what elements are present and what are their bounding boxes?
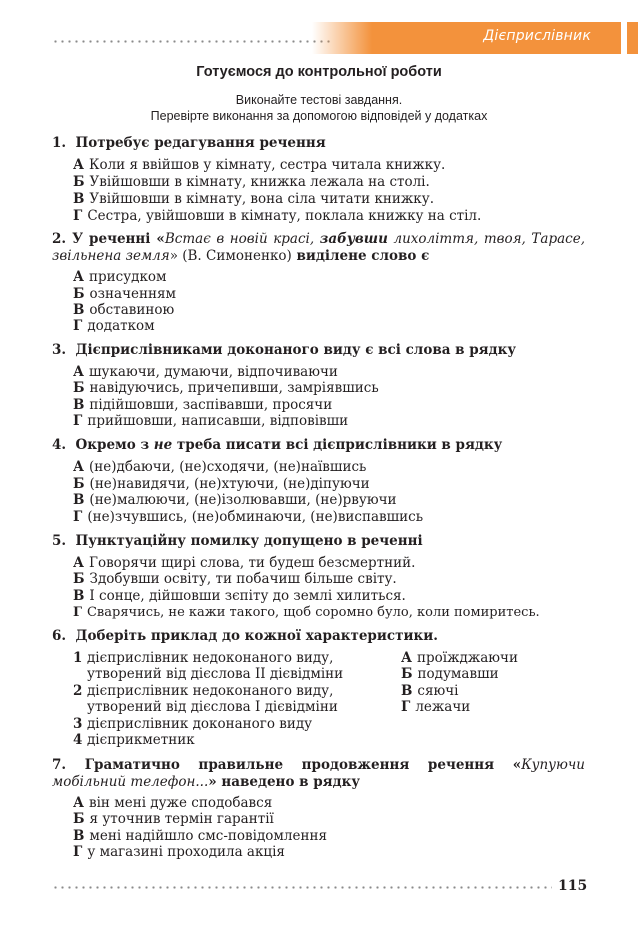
- question-text-before: Граматично правильне продовження речення «: [84, 757, 522, 773]
- page-edge-tab: [627, 22, 638, 54]
- match-answer-g: [401, 699, 470, 716]
- quote-start: Встає в новій красі,: [164, 231, 320, 247]
- option-v: [73, 191, 434, 208]
- question-text: Потребує редагування речення: [75, 135, 326, 151]
- question-2: [52, 231, 585, 265]
- option-text: Сварячись, не кажи такого, щоб соромно було, коли помиритесь.: [86, 605, 540, 620]
- option-a: [73, 555, 415, 572]
- match-item-1: [73, 650, 333, 667]
- quote-end: лихоліття, твоя, Тарасе, звільнена земля: [52, 231, 586, 264]
- option-v: [73, 492, 397, 509]
- option-letter: А: [73, 364, 84, 380]
- question-text-after: треба писати всі дієприслівники в рядку: [172, 437, 503, 453]
- option-text: означенням: [89, 286, 177, 302]
- option-text: додатком: [87, 318, 155, 334]
- match-text: дієприслівник недоконаного виду,: [87, 650, 334, 666]
- option-letter: В: [73, 828, 85, 844]
- instructions: [0, 92, 638, 124]
- section-title: Готуємося до контрольної роботи: [196, 64, 442, 80]
- option-text: він мені дуже сподобався: [89, 795, 273, 811]
- match-item-3: [73, 716, 312, 733]
- quote-author: (В. Симоненко): [177, 248, 292, 264]
- match-answer-v: [401, 683, 459, 700]
- match-number: 1: [73, 650, 83, 666]
- option-letter: А: [73, 157, 84, 173]
- option-text: (не)малюючи, (не)ізолювавши, (не)рвуючи: [89, 492, 397, 508]
- option-text: навідуючись, причепивши, замріявшись: [89, 380, 379, 396]
- option-a: [73, 364, 338, 381]
- instruction-line-1: Виконайте тестові завдання.: [235, 93, 403, 107]
- option-letter: Б: [73, 476, 85, 492]
- option-text: присудком: [89, 269, 167, 285]
- option-v: [73, 302, 174, 319]
- header-dotted-rule: [52, 40, 330, 43]
- option-g: [73, 509, 423, 526]
- option-text: Здобувши освіту, ти побачиш більше світу.: [89, 571, 397, 587]
- option-letter: Б: [73, 380, 85, 396]
- option-text: Говорячи щирі слова, ти будеш безсмертний.: [89, 555, 416, 571]
- question-text-before: Окремо з: [75, 437, 154, 453]
- option-b: [73, 174, 430, 191]
- match-number: 4: [73, 732, 83, 748]
- question-number: 6.: [52, 628, 67, 644]
- match-item-2: [73, 683, 333, 700]
- question-text-after: » наведено в рядку: [208, 774, 361, 790]
- option-letter: Г: [73, 413, 83, 429]
- option-text: прийшовши, написавши, відповівши: [87, 413, 349, 429]
- question-text-before: У реченні «: [72, 231, 165, 247]
- option-v: [73, 828, 327, 845]
- option-letter: В: [73, 492, 85, 508]
- option-a: [73, 157, 445, 174]
- match-item-4: [73, 732, 195, 749]
- option-v: [73, 588, 406, 605]
- option-letter: Б: [73, 174, 85, 190]
- option-text: подумавши: [417, 666, 499, 682]
- option-text: І сонце, дійшовши зєпіту до землі хилиться.: [89, 588, 406, 604]
- question-text-italic: Купуючи мобільний телефон...: [52, 757, 585, 790]
- match-item-2-cont: [73, 699, 338, 716]
- question-6: [52, 628, 585, 645]
- question-number: 2.: [52, 231, 67, 247]
- match-number: 2: [73, 683, 83, 699]
- option-text: проїжджаючи: [417, 650, 518, 666]
- question-number: 5.: [52, 533, 67, 549]
- question-number: 7.: [52, 757, 67, 773]
- page-number: 115: [558, 878, 588, 894]
- option-b: [73, 811, 274, 828]
- question-text: Доберіть приклад до кожної характеристики.: [75, 628, 438, 644]
- option-text: (не)зчувшись, (не)обминаючи, (не)виспавшись: [87, 509, 424, 525]
- option-text: Сестра, увійшовши в кімнату, поклала книжку на стіл.: [87, 208, 482, 224]
- chapter-header-band: [312, 22, 621, 54]
- match-answer-b: [401, 666, 499, 683]
- question-text: Пунктуаційну помилку допущено в реченні: [75, 533, 423, 549]
- option-text: Увійшовши в кімнату, книжка лежала на столі.: [89, 174, 430, 190]
- option-letter: В: [401, 683, 413, 699]
- question-text-end: виділене слово є: [291, 248, 430, 264]
- option-letter: Б: [73, 286, 85, 302]
- option-letter: В: [73, 191, 85, 207]
- option-text: у магазині проходила акція: [87, 844, 285, 860]
- option-letter: В: [73, 302, 85, 318]
- quote-highlight: забувши: [319, 231, 388, 247]
- option-text: обставиною: [89, 302, 175, 318]
- question-7: [52, 757, 585, 791]
- option-letter: Г: [73, 605, 82, 620]
- option-letter: Б: [73, 811, 85, 827]
- option-letter: Г: [73, 509, 83, 525]
- question-text-italic: не: [153, 437, 173, 453]
- match-number: 3: [73, 716, 83, 732]
- option-g: [73, 208, 481, 225]
- option-letter: В: [73, 397, 85, 413]
- quote-close: »: [169, 248, 178, 264]
- option-letter: А: [73, 795, 84, 811]
- option-text: (не)дбаючи, (не)сходячи, (не)наївшись: [89, 459, 367, 475]
- question-text: Дієприслівниками доконаного виду є всі слова в рядку: [75, 342, 517, 358]
- option-v: [73, 397, 332, 414]
- option-g: [73, 844, 285, 861]
- option-text: шукаючи, думаючи, відпочиваючи: [89, 364, 338, 380]
- instruction-line-2: Перевірте виконання за допомогою відповідей у додатках: [150, 109, 488, 123]
- question-number: 1.: [52, 135, 67, 151]
- option-b: [73, 571, 397, 588]
- option-a: [73, 269, 167, 286]
- match-text: дієприслівник недоконаного виду,: [87, 683, 334, 699]
- option-letter: А: [401, 650, 412, 666]
- option-letter: Г: [73, 318, 83, 334]
- match-answer-a: [401, 650, 518, 667]
- option-letter: А: [73, 459, 84, 475]
- option-g: [73, 413, 348, 430]
- option-letter: А: [73, 269, 84, 285]
- option-b: [73, 380, 379, 397]
- option-b: [73, 286, 176, 303]
- option-text: лежачи: [415, 699, 471, 715]
- option-letter: Г: [73, 844, 83, 860]
- chapter-title: Дієприслівник: [483, 28, 591, 44]
- option-text: сяючі: [417, 683, 459, 699]
- question-4: [52, 437, 585, 454]
- question-3: [52, 342, 585, 359]
- option-text: я уточнив термін гарантії: [89, 811, 274, 827]
- option-g: [73, 318, 155, 335]
- option-letter: В: [73, 588, 85, 604]
- option-text: мені надійшло смс-повідомлення: [89, 828, 327, 844]
- match-text: дієприслівник доконаного виду: [87, 716, 313, 732]
- question-number: 3.: [52, 342, 67, 358]
- option-a: [73, 795, 272, 812]
- match-item-1-cont: [73, 666, 343, 683]
- option-text: Коли я ввійшов у кімнату, сестра читала книжку.: [89, 157, 446, 173]
- option-b: [73, 476, 370, 493]
- option-letter: Б: [73, 571, 85, 587]
- option-letter: А: [73, 555, 84, 571]
- match-text-cont: утворений від дієслова I дієвідміни: [87, 699, 338, 715]
- option-letter: Г: [401, 699, 411, 715]
- option-a: [73, 459, 366, 476]
- question-5: [52, 533, 585, 550]
- footer-dotted-rule: [52, 886, 552, 889]
- option-text: підійшовши, заспівавши, просячи: [89, 397, 333, 413]
- match-text-cont: утворений від дієслова II дієвідміни: [87, 666, 344, 682]
- question-number: 4.: [52, 437, 67, 453]
- question-1: [52, 135, 585, 152]
- option-letter: Б: [401, 666, 413, 682]
- option-text: Увійшовши в кімнату, вона сіла читати книжку.: [89, 191, 434, 207]
- option-g: [73, 604, 540, 621]
- match-text: дієприкметник: [87, 732, 195, 748]
- option-text: (не)навидячи, (не)хтуючи, (не)діпуючи: [89, 476, 370, 492]
- option-letter: Г: [73, 208, 83, 224]
